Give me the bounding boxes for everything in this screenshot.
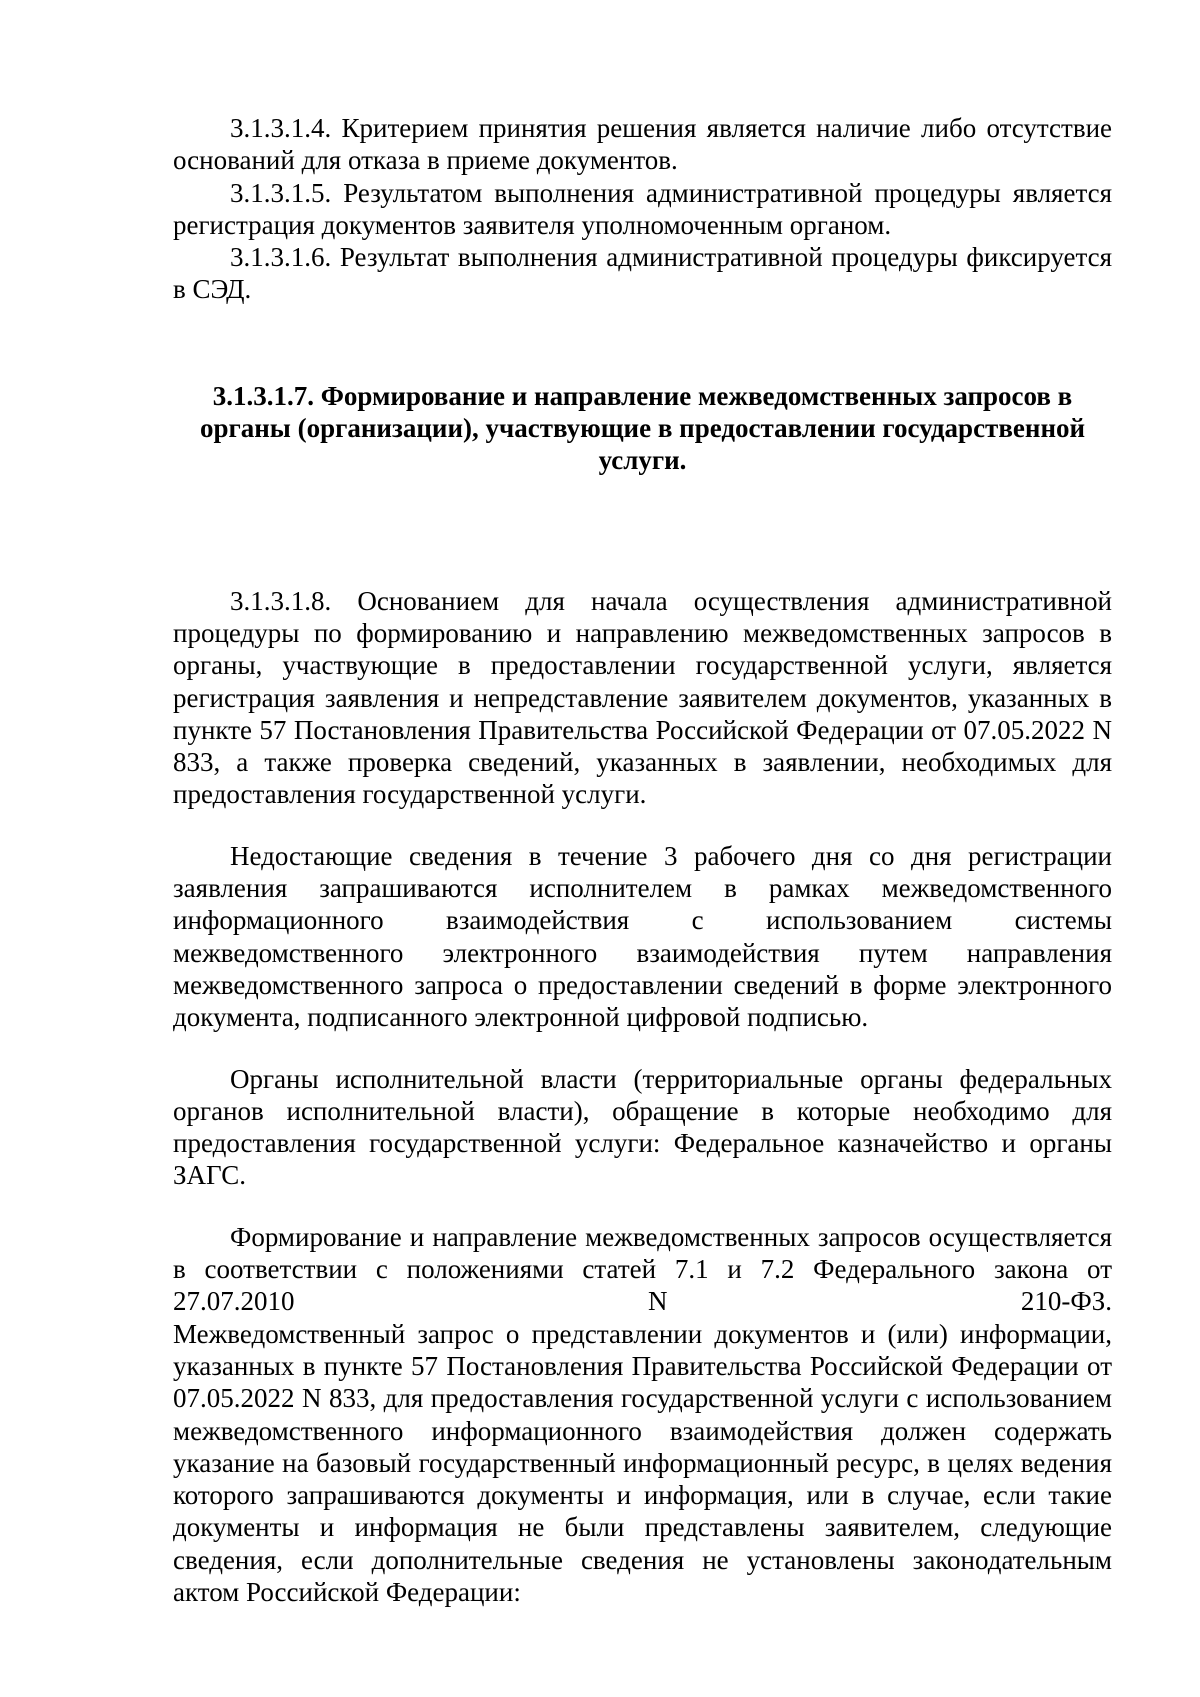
spacer <box>173 306 1112 380</box>
spacer <box>173 1034 1112 1063</box>
paragraph-missing-information: Недостающие сведения в течение 3 рабочего дня со дня регистрации заявления запрашиваются исполнителем в рамках межведомственного информационного взаимодействия с использованием системы межведомственного электронного взаимодействия путем направления межведомственного запроса о предоставлении сведений в форме электронного документа, подписанного электронной цифровой подписью. <box>173 840 1112 1033</box>
paragraph-interagency-request: Межведомственный запрос о представлении документов и (или) информации, указанных в пункте 57 Постановления Правительства Российской Федерации от 07.05.2022 N 833, для предоставления государственной услуги с использованием межведомственного информационного взаимодействия должен содержать указание на базовый государственный информационный ресурс, в целях ведения которого запрашиваются документы и информация, или в случае, если такие документы и информация не были представлены заявителем, следующие сведения, если дополнительные сведения не установлены законодательным актом Российской Федерации: <box>173 1318 1112 1607</box>
paragraph-3-1-3-1-4: 3.1.3.1.4. Критерием принятия решения является наличие либо отсутствие оснований для отказа в приеме документов. <box>173 113 1112 176</box>
spacer <box>173 477 1112 585</box>
spacer <box>173 811 1112 840</box>
document-body <box>173 112 1112 1608</box>
paragraph-3-1-3-1-8: 3.1.3.1.8. Основанием для начала осуществления административной процедуры по формированию и направлению межведомственных запросов в органы, участвующие в предоставлении государственной услуги, является регистрация заявления и непредставление заявителем документов, указанных в пункте 57 Постановления Правительства Российской Федерации от 07.05.2022 N 833, а также проверка сведений, указанных в заявлении, необходимых для предоставления государственной услуги. <box>173 585 1112 810</box>
section-heading-3-1-3-1-7: 3.1.3.1.7. Формирование и направление межведомственных запросов в органы (организации), участвующие в предоставлении государственной услуги. <box>199 380 1086 476</box>
spacer <box>173 1192 1112 1221</box>
paragraph-3-1-3-1-5: 3.1.3.1.5. Результатом выполнения административной процедуры является регистрация документов заявителя уполномоченным органом. <box>173 177 1112 240</box>
paragraph-executive-bodies: Органы исполнительной власти (территориальные органы федеральных органов исполнительной власти), обращение в которые необходимо для предоставления государственной услуги: Федеральное казначейство и органы ЗАГС. <box>173 1063 1112 1191</box>
paragraph-3-1-3-1-6: 3.1.3.1.6. Результат выполнения административной процедуры фиксируется в СЭД. <box>173 242 1112 305</box>
paragraph-request-formation: Формирование и направление межведомственных запросов осуществляется в соответствии с положениями статей 7.1 и 7.2 Федерального закона от 27.07.2010 N 210-ФЗ. <box>173 1221 1112 1317</box>
